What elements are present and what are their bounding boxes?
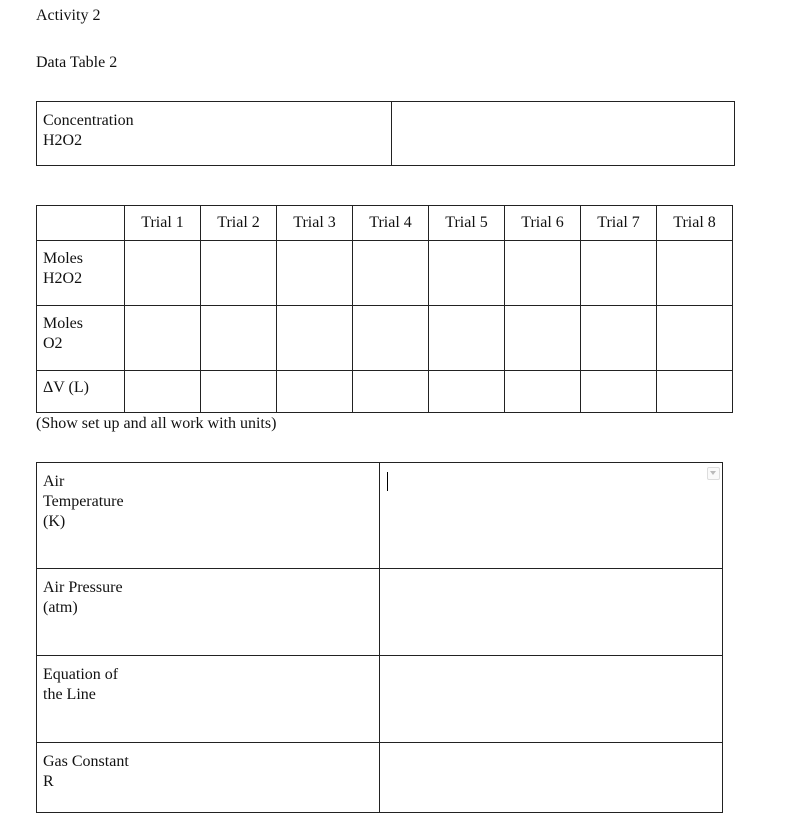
trial-header: Trial 4 — [353, 206, 429, 241]
data-cell[interactable] — [353, 306, 429, 371]
equation-of-line-input[interactable] — [380, 656, 723, 743]
data-cell[interactable] — [125, 241, 201, 306]
trials-table — [36, 205, 733, 413]
activity-title: Activity 2 — [36, 7, 101, 24]
trial-header: Trial 8 — [657, 206, 733, 241]
trial-header: Trial 6 — [505, 206, 581, 241]
data-cell[interactable] — [429, 306, 505, 371]
trial-header: Trial 5 — [429, 206, 505, 241]
data-cell[interactable] — [201, 241, 277, 306]
row-label-moles-o2: Moles O2 — [37, 306, 125, 371]
air-temperature-input[interactable] — [380, 463, 723, 569]
data-cell[interactable] — [277, 371, 353, 413]
chevron-down-icon[interactable] — [707, 467, 720, 480]
data-cell[interactable] — [505, 306, 581, 371]
gas-constant-input[interactable] — [380, 743, 723, 813]
calculation-table — [36, 462, 723, 813]
data-cell[interactable] — [581, 241, 657, 306]
concentration-label: Concentration H2O2 — [37, 102, 392, 166]
data-cell[interactable] — [429, 241, 505, 306]
concentration-table — [36, 101, 735, 166]
data-cell[interactable] — [353, 241, 429, 306]
trial-header: Trial 1 — [125, 206, 201, 241]
data-cell[interactable] — [125, 371, 201, 413]
trial-header: Trial 3 — [277, 206, 353, 241]
data-cell[interactable] — [581, 371, 657, 413]
data-cell[interactable] — [353, 371, 429, 413]
instruction-text: (Show set up and all work with units) — [36, 415, 277, 432]
label-equation-of-line: Equation of the Line — [37, 656, 380, 743]
text-cursor — [387, 472, 388, 491]
data-cell[interactable] — [201, 371, 277, 413]
data-cell[interactable] — [277, 306, 353, 371]
trial-header: Trial 7 — [581, 206, 657, 241]
data-cell[interactable] — [657, 306, 733, 371]
label-air-pressure: Air Pressure (atm) — [37, 569, 380, 656]
data-cell[interactable] — [657, 371, 733, 413]
data-table-title: Data Table 2 — [36, 54, 118, 71]
data-cell[interactable] — [201, 306, 277, 371]
data-cell[interactable] — [505, 241, 581, 306]
data-cell[interactable] — [505, 371, 581, 413]
data-cell[interactable] — [125, 306, 201, 371]
data-cell[interactable] — [277, 241, 353, 306]
data-cell[interactable] — [581, 306, 657, 371]
trials-corner-cell — [37, 206, 125, 241]
trial-header: Trial 2 — [201, 206, 277, 241]
row-label-delta-v: ΔV (L) — [37, 371, 125, 413]
label-air-temperature: Air Temperature (K) — [37, 463, 380, 569]
row-label-moles-h2o2: Moles H2O2 — [37, 241, 125, 306]
data-cell[interactable] — [657, 241, 733, 306]
concentration-value-cell[interactable] — [392, 102, 735, 166]
data-cell[interactable] — [429, 371, 505, 413]
air-pressure-input[interactable] — [380, 569, 723, 656]
label-gas-constant: Gas Constant R — [37, 743, 380, 813]
